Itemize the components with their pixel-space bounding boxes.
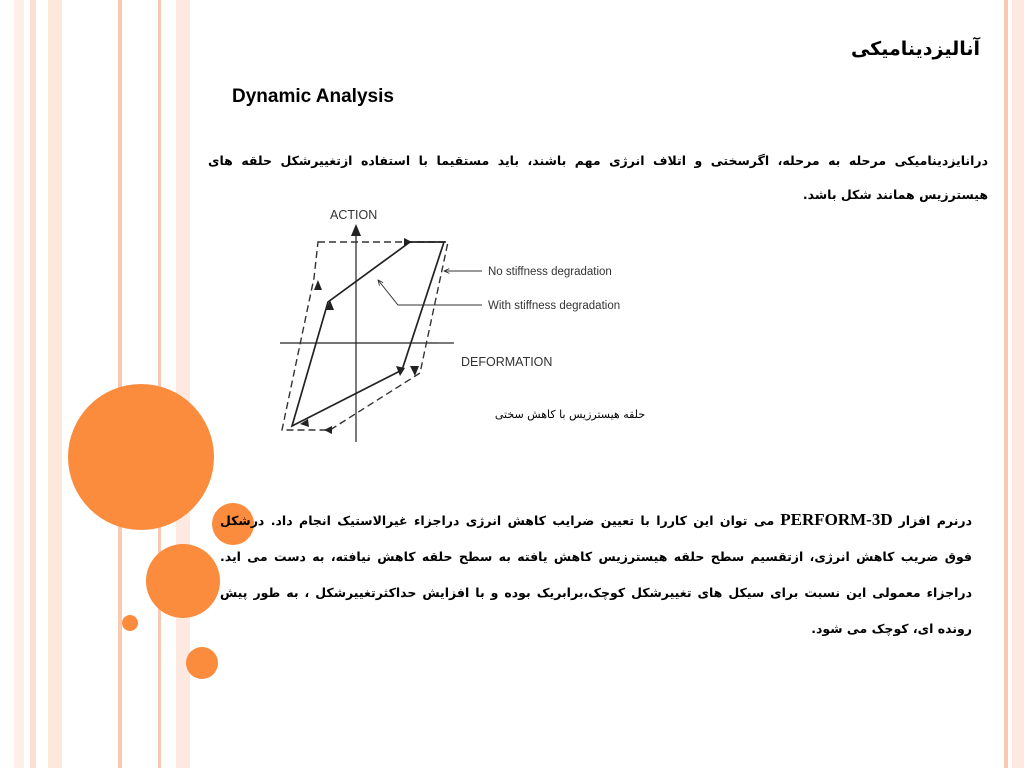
decor-circle-medium — [146, 544, 220, 618]
decor-stripe-5 — [158, 0, 161, 768]
y-axis-arrow-icon — [351, 224, 361, 236]
decor-stripe-right-2 — [1012, 0, 1024, 768]
decor-circle-tiny — [122, 615, 138, 631]
decor-stripe-2 — [30, 0, 36, 768]
loop-arrow-upper-left-icon — [314, 280, 322, 290]
x-axis-label: DEFORMATION — [461, 355, 553, 369]
y-axis-label: ACTION — [330, 208, 378, 222]
slide-title-persian: آنالیزدینامیکی — [850, 38, 980, 60]
decor-circle-small-bottom — [186, 647, 218, 679]
legend-label-with-degradation: With stiffness degradation — [488, 300, 621, 312]
software-paragraph — [220, 502, 972, 647]
decor-circle-large — [68, 384, 214, 530]
software-paragraph-start: درنرم افزار — [898, 513, 972, 528]
loop-arrow-bottom-icon — [324, 426, 332, 434]
software-paragraph-rest: می توان این کاررا با تعیین ضرایب کاهش انرژی دراجزاء غیرالاستیک انجام داد. درشکل فوق ضریب کاهش انرژی، ازتقسیم سطح حلقه هیسترزیس کاهش یافته به سطح حلقه کاهش نیافته، به دست می اید. دراجزاء معمولی این نسبت برای سیکل های تغییرشکل کوچک،برابریک بوده و با افزایش حداکثرتغییرشکل ، به طور پیش رونده ای، کوچک می شود. — [220, 513, 972, 636]
decor-stripe-1 — [14, 0, 24, 768]
decor-stripe-4 — [118, 0, 122, 768]
decor-stripe-6 — [176, 0, 190, 768]
legend-label-no-degradation: No stiffness degradation — [488, 266, 612, 278]
loop-with-degradation — [292, 242, 444, 426]
figure-caption: حلقه هیسترزیس با کاهش سختی — [494, 408, 646, 421]
intro-paragraph: درانایزدینامیکی مرحله به مرحله، اگرسختی و اتلاف انرژی مهم باشند، باید مستقیما با استفاده ازتغییرشکل حلقه های هیسترزیس همانند شکل باشد. — [208, 153, 988, 202]
decor-stripe-right-1 — [1004, 0, 1008, 768]
loop-no-degradation — [282, 242, 448, 430]
decor-stripe-3 — [48, 0, 62, 768]
loop-arrow-top-icon — [404, 238, 412, 246]
slide-title-english: Dynamic Analysis — [232, 86, 394, 107]
software-name: PERFORM-3D — [780, 510, 893, 529]
